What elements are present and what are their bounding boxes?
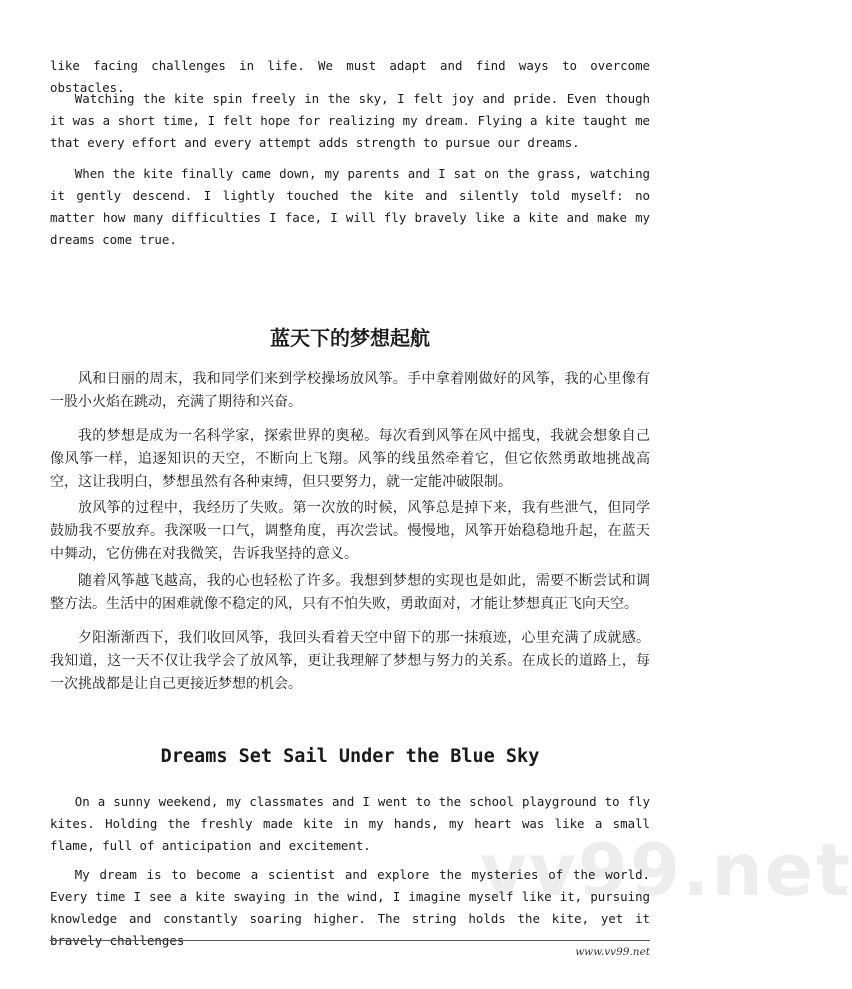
footer-divider xyxy=(50,940,650,941)
english-title: Dreams Set Sail Under the Blue Sky xyxy=(160,746,540,767)
paragraph: 夕阳渐渐西下，我们收回风筝，我回头看着天空中留下的那一抹痕迹，心里充满了成就感。我知道，这一天不仅让我学会了放风筝，更让我理解了梦想与努力的关系。在成长的道路上，每一次挑战都是让自己更接近梦想的机会。 xyxy=(50,630,650,692)
paragraph: like facing challenges in life. We must adapt and find ways to overcome obstacles. xyxy=(50,58,650,95)
paragraph: 我的梦想是成为一名科学家，探索世界的奥秘。每次看到风筝在风中摇曳，我就会想象自己像风筝一样，追逐知识的天空，不断向上飞翔。风筝的线虽然牵着它，但它依然勇敢地挑战高空，这让我明白，梦想虽然有各种束缚，但只要努力，就一定能冲破限制。 xyxy=(50,428,650,490)
footer-url: www.vv99.net xyxy=(575,946,650,958)
paragraph: 风和日丽的周末，我和同学们来到学校操场放风筝。手中拿着刚做好的风筝，我的心里像有一股小火焰在跳动，充满了期待和兴奋。 xyxy=(50,371,650,410)
paragraph: Watching the kite spin freely in the sky, I felt joy and pride. Even though it was a short time, I felt hope for realizing my dream. Flying a kite taught me that every effort and every attempt adds strength to pursue our dreams. xyxy=(50,91,650,150)
watermark: vv99.net xyxy=(480,828,852,912)
chinese-title: 蓝天下的梦想起航 xyxy=(270,326,430,350)
paragraph: On a sunny weekend, my classmates and I went to the school playground to fly kites. Holding the freshly made kite in my hands, my heart was like a small flame, full of anticipation and excitement. xyxy=(50,794,650,853)
paragraph: When the kite finally came down, my parents and I sat on the grass, watching it gently descend. I lightly touched the kite and silently told myself: no matter how many difficulties I face, I will fly bravely like a kite and make my dreams come true. xyxy=(50,166,650,247)
paragraph: My dream is to become a scientist and explore the mysteries of the world. Every time I see a kite swaying in the wind, I imagine myself like it, pursuing knowledge and constantly soaring higher. The string holds the kite, yet it bravely challenges xyxy=(50,867,650,948)
paragraph: 随着风筝越飞越高，我的心也轻松了许多。我想到梦想的实现也是如此，需要不断尝试和调整方法。生活中的困难就像不稳定的风，只有不怕失败，勇敢面对，才能让梦想真正飞向天空。 xyxy=(50,573,650,612)
paragraph: 放风筝的过程中，我经历了失败。第一次放的时候，风筝总是掉下来，我有些泄气，但同学鼓励我不要放弃。我深吸一口气，调整角度，再次尝试。慢慢地，风筝开始稳稳地升起，在蓝天中舞动，它仿佛在对我微笑，告诉我坚持的意义。 xyxy=(50,500,650,562)
